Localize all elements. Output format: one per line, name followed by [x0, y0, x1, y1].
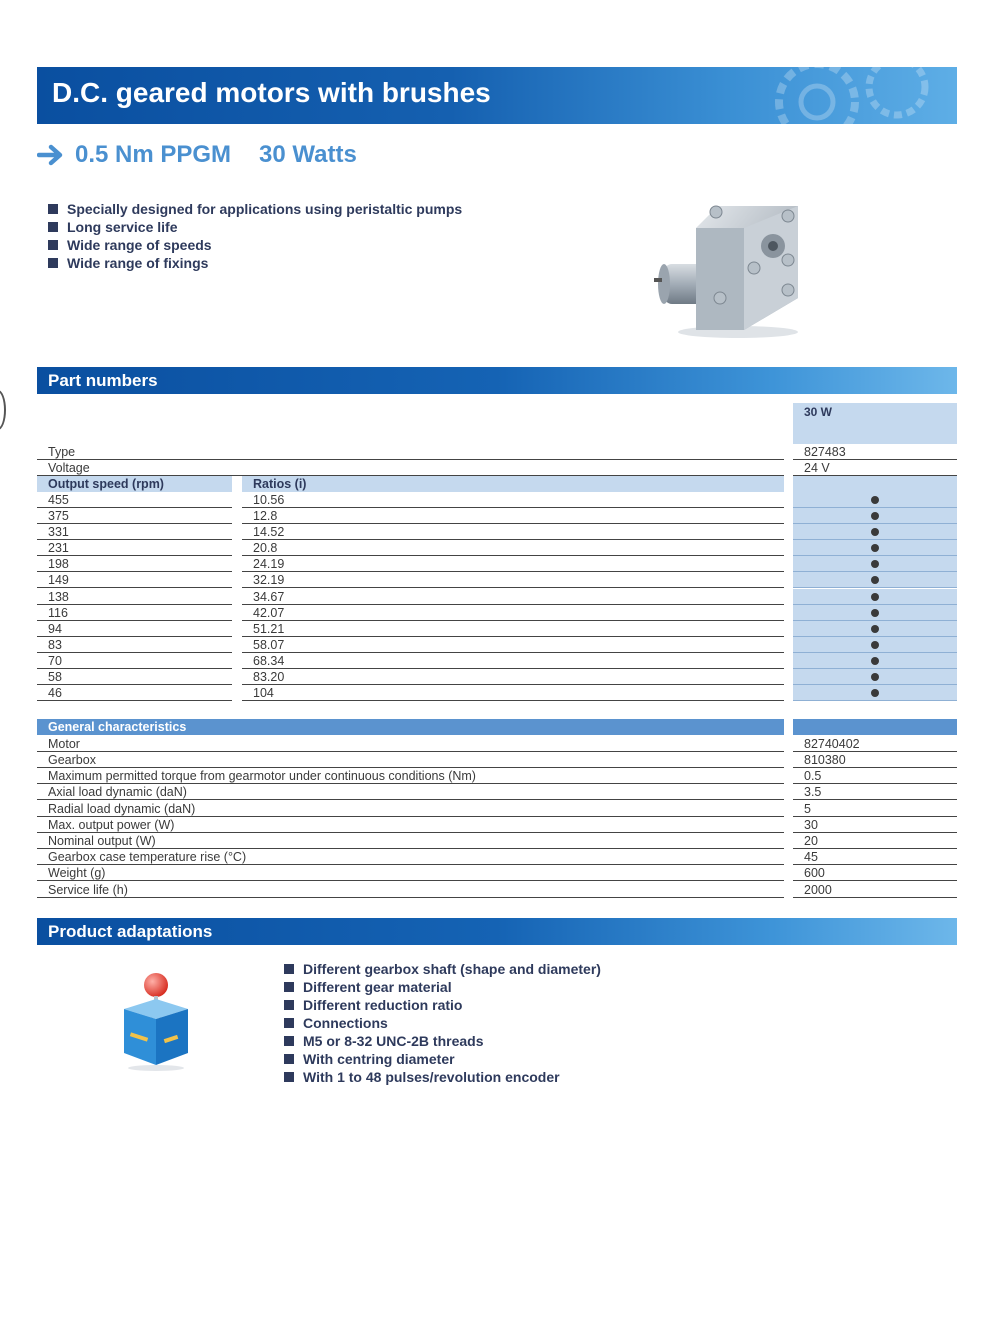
customer-box-image	[118, 965, 194, 1073]
type-value: 827483	[793, 444, 957, 460]
spec-value: 2000	[793, 882, 957, 898]
power-label: 30 Watts	[259, 141, 357, 168]
square-bullet-icon	[48, 222, 58, 232]
table-row: 83	[37, 637, 232, 653]
table-row: 42.07	[242, 605, 784, 621]
table-row: 34.67	[242, 589, 784, 605]
adaptation-item: With 1 to 48 pulses/revolution encoder	[284, 1068, 601, 1086]
available-dot-icon	[871, 496, 879, 504]
adaptation-item: With centring diameter	[284, 1050, 601, 1068]
table-row: 20.8	[242, 540, 784, 556]
table-row: 331	[37, 524, 232, 540]
available-dot-icon	[871, 560, 879, 568]
availability-cell	[793, 572, 957, 588]
spec-value: 600	[793, 865, 957, 881]
available-dot-icon	[871, 576, 879, 584]
square-bullet-icon	[284, 982, 294, 992]
table-row: 455	[37, 492, 232, 508]
page-title: D.C. geared motors with brushes	[52, 77, 491, 108]
table-row: 14.52	[242, 524, 784, 540]
availability-cell	[793, 669, 957, 685]
available-dot-icon	[871, 609, 879, 617]
table-row: 12.8	[242, 508, 784, 524]
table-row: 149	[37, 572, 232, 588]
available-dot-icon	[871, 641, 879, 649]
general-characteristics-header: General characteristics	[37, 719, 784, 735]
table-row: 51.21	[242, 621, 784, 637]
table-row: 198	[37, 556, 232, 572]
table-row: 32.19	[242, 572, 784, 588]
square-bullet-icon	[284, 1018, 294, 1028]
spec-row: Max. output power (W)	[37, 817, 784, 833]
available-dot-icon	[871, 625, 879, 633]
available-dot-icon	[871, 657, 879, 665]
spec-row: Nominal output (W)	[37, 833, 784, 849]
general-characteristics-header-value	[793, 719, 957, 735]
feature-item: Long service life	[48, 218, 462, 236]
type-label-row: Type	[37, 444, 784, 460]
table-row: 138	[37, 589, 232, 605]
spec-row: Axial load dynamic (daN)	[37, 784, 784, 800]
adaptation-item: Different gearbox shaft (shape and diameter)	[284, 960, 601, 978]
availability-cell	[793, 685, 957, 701]
table-row: 104	[242, 685, 784, 701]
spec-value: 0.5	[793, 768, 957, 784]
spec-row: Radial load dynamic (daN)	[37, 801, 784, 817]
spec-row: Service life (h)	[37, 882, 784, 898]
spec-row: Motor	[37, 736, 784, 752]
adaptation-item: Different gear material	[284, 978, 601, 996]
spec-value: 5	[793, 801, 957, 817]
product-subtitle	[37, 140, 357, 170]
part-numbers-bar	[37, 367, 957, 394]
adaptation-item: Connections	[284, 1014, 601, 1032]
torque-label: 0.5 Nm PPGM	[75, 141, 232, 168]
adaptation-list	[284, 960, 601, 1086]
ratio-column-header: Ratios (i)	[242, 476, 784, 492]
available-dot-icon	[871, 544, 879, 552]
table-row: 94	[37, 621, 232, 637]
table-row: 58.07	[242, 637, 784, 653]
voltage-value: 24 V	[793, 460, 957, 476]
section-title: Product adaptations	[48, 922, 213, 941]
square-bullet-icon	[284, 1036, 294, 1046]
page-edge-mark	[0, 390, 6, 430]
availability-cell	[793, 556, 957, 572]
availability-cell	[793, 524, 957, 540]
spec-value: 20	[793, 833, 957, 849]
adaptation-item: Different reduction ratio	[284, 996, 601, 1014]
spec-row: Weight (g)	[37, 865, 784, 881]
table-row: 24.19	[242, 556, 784, 572]
table-row: 83.20	[242, 669, 784, 685]
table-row: 58	[37, 669, 232, 685]
square-bullet-icon	[284, 1000, 294, 1010]
speed-column-header: Output speed (rpm)	[37, 476, 232, 492]
spec-value: 30	[793, 817, 957, 833]
available-dot-icon	[871, 593, 879, 601]
feature-item: Wide range of speeds	[48, 236, 462, 254]
availability-cell	[793, 589, 957, 605]
arrow-right-icon	[37, 144, 67, 166]
availability-cell	[793, 637, 957, 653]
table-row: 375	[37, 508, 232, 524]
square-bullet-icon	[48, 258, 58, 268]
feature-list	[48, 200, 462, 272]
table-row: 116	[37, 605, 232, 621]
table-row: 46	[37, 685, 232, 701]
availability-cell	[793, 540, 957, 556]
table-row: 10.56	[242, 492, 784, 508]
available-dot-icon	[871, 528, 879, 536]
geared-motor-image	[648, 198, 808, 340]
square-bullet-icon	[48, 204, 58, 214]
adaptation-item: M5 or 8-32 UNC-2B threads	[284, 1032, 601, 1050]
availability-cell	[793, 508, 957, 524]
table-row: 68.34	[242, 653, 784, 669]
spec-row: Gearbox case temperature rise (°C)	[37, 849, 784, 865]
available-dot-icon	[871, 673, 879, 681]
availability-cell	[793, 605, 957, 621]
availability-column-header	[793, 476, 957, 492]
header-banner	[37, 67, 957, 124]
table-row: 70	[37, 653, 232, 669]
square-bullet-icon	[48, 240, 58, 250]
spec-value: 810380	[793, 752, 957, 768]
spec-value: 82740402	[793, 736, 957, 752]
spec-value: 45	[793, 849, 957, 865]
square-bullet-icon	[284, 964, 294, 974]
feature-item: Specially designed for applications using peristaltic pumps	[48, 200, 462, 218]
square-bullet-icon	[284, 1072, 294, 1082]
availability-cell	[793, 492, 957, 508]
column-header-30w: 30 W	[793, 403, 957, 444]
table-row: 231	[37, 540, 232, 556]
spec-value: 3.5	[793, 784, 957, 800]
spec-row: Maximum permitted torque from gearmotor under continuous conditions (Nm)	[37, 768, 784, 784]
square-bullet-icon	[284, 1054, 294, 1064]
feature-item: Wide range of fixings	[48, 254, 462, 272]
availability-cell	[793, 653, 957, 669]
spec-row: Gearbox	[37, 752, 784, 768]
section-title: Part numbers	[48, 371, 158, 390]
gear-icon	[757, 67, 937, 124]
voltage-label-row: Voltage	[37, 460, 784, 476]
availability-cell	[793, 621, 957, 637]
product-adaptations-bar	[37, 918, 957, 945]
available-dot-icon	[871, 512, 879, 520]
available-dot-icon	[871, 689, 879, 697]
